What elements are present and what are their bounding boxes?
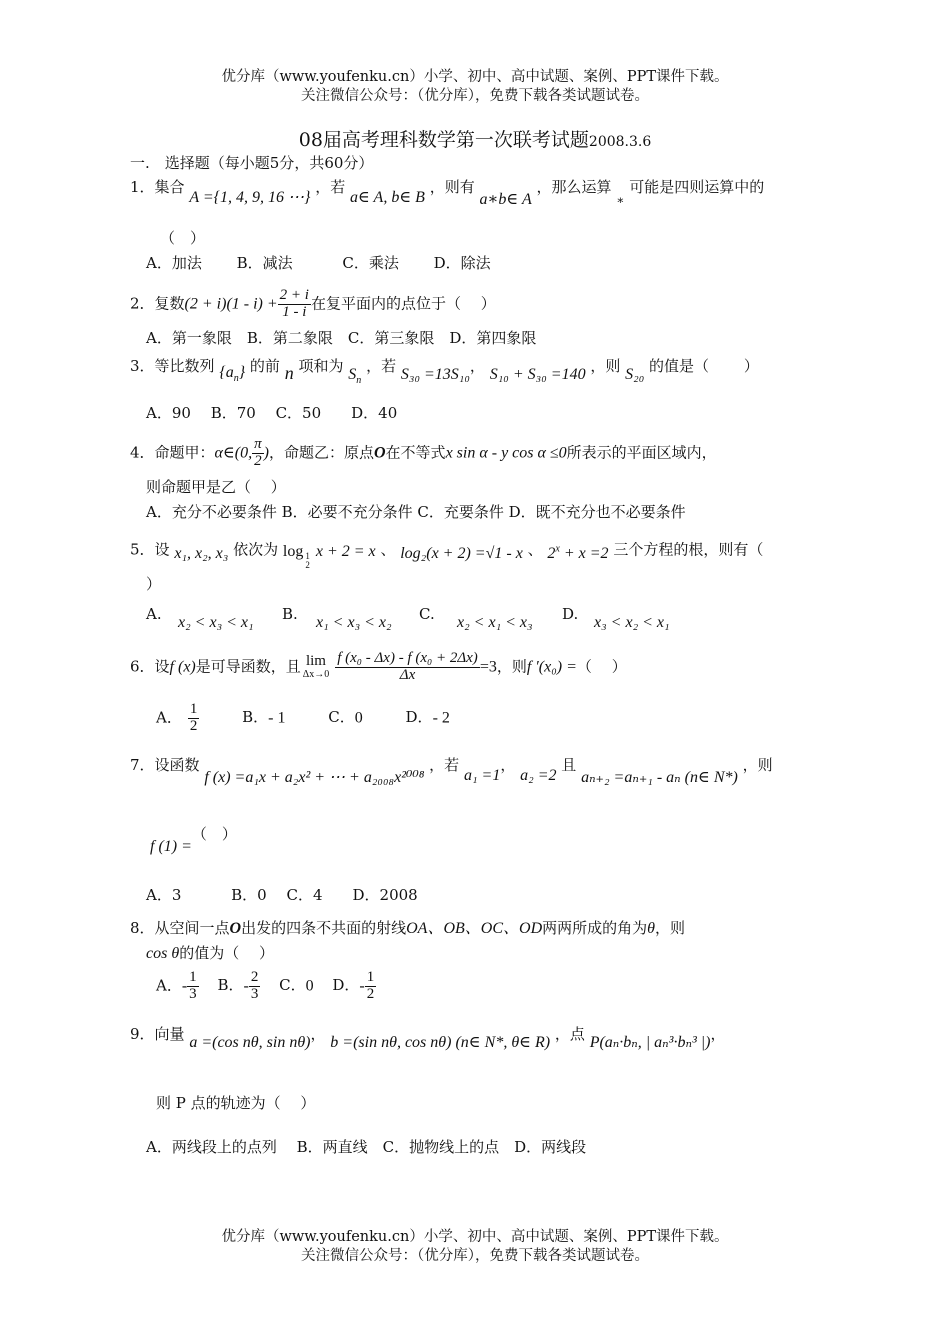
q5-stem-b: 依次为 (233, 540, 279, 559)
q2-fraction: $\frac{2 + i}{1 - i}$ (279, 287, 309, 320)
q6-optA-label: A． (156, 708, 182, 727)
q9-stem-a: 9．向量 (130, 1025, 185, 1043)
q4-alpha: α∈(0, (214, 444, 253, 462)
q3-options: A．90 B．70 C．50 D．40 (146, 404, 398, 422)
q9-comma: ， (710, 1025, 726, 1043)
q3-stem-a: 3．等比数列 (130, 357, 215, 375)
q1-cond: a∈ A, b∈ B (349, 189, 425, 206)
q8-theta: θ (647, 920, 655, 937)
q5-vars: x₁, x₂, x₃ (174, 545, 229, 563)
q4-stem-d: 所表示的平面区域内， (566, 443, 717, 462)
q1-stem-e: 可能是四则运算中的 (629, 178, 765, 196)
q6-optC: 0 (354, 709, 363, 727)
q5-sep-1: 、 (380, 540, 396, 559)
q3-eq1: S₃₀ =13S₁₀ (400, 366, 470, 383)
q4-fraction: $\frac{\pi}{2}$ (254, 436, 262, 469)
q7-paren: （ ） (191, 825, 237, 843)
q5-optB-label: B. (282, 605, 298, 623)
q4-line-2: 则命题甲是乙（ ） (146, 478, 286, 496)
q4-O: O (373, 444, 386, 462)
q4-alpha-end: ) (263, 444, 269, 462)
q9-line-2: 则 P 点的轨迹为（ ） (156, 1094, 316, 1112)
question-4 (130, 437, 717, 470)
q3-stem-f: 的值是（ ） (649, 357, 759, 375)
q8-line-2 (146, 943, 274, 964)
q6-fx: f (x) (169, 658, 196, 676)
q6-optD: - 2 (432, 709, 450, 727)
footer-line-1: 优分库（www.youfenku.cn）小学、初中、高中试题、案例、PPT课件下载。 (221, 1229, 729, 1245)
q8-rays: OA、OB、OC、OD (406, 920, 543, 937)
title-date: 2008.3.6 (588, 134, 652, 150)
q2-options: A．第一象限 B．第二象限 C．第三象限 D．第四象限 (146, 329, 537, 347)
question-1 (130, 177, 765, 208)
q8-cos: cos θ (146, 945, 180, 962)
q8-options (156, 970, 376, 1003)
q8-O: O (229, 920, 242, 937)
q4-options: A．充分不必要条件 B．必要不充分条件 C．充要条件 D．既不充分也不必要条件 (146, 503, 686, 521)
q1-options: A．加法 B．减法 C．乘法 D．除法 (146, 254, 491, 272)
q8-optD-label: D． (332, 976, 360, 995)
q1-op: ∗ (616, 193, 625, 207)
q8-optD-sign: - (359, 977, 365, 995)
q3-stem-b: 的前 (249, 357, 280, 375)
q4-stem-c: 在不等式 (385, 443, 446, 462)
q6-stem-b: 是可导函数，且 (195, 657, 301, 676)
q5-stem-c: 三个方程的根，则有（ (613, 540, 764, 559)
q5-optA: x₂ < x₃ < x₁ (178, 614, 254, 631)
q7-a1: a₁ =1 (463, 767, 501, 784)
q7-options: A．3 B．0 C．4 D．2008 (146, 886, 418, 904)
q6-optD-label: D． (405, 708, 433, 727)
q6-eq: =3 (479, 658, 497, 676)
q3-eq2: S₁₀ + S₃₀ =140 (489, 366, 586, 383)
question-9 (130, 1024, 726, 1051)
q5-eq3: 2$^x$ + x =2 (547, 544, 609, 563)
q6-optB-label: B． (242, 708, 269, 727)
q9-b: b =(sin nθ, cos nθ) (n∈ N*, θ∈ R) (330, 1034, 551, 1051)
question-6 (130, 651, 627, 684)
q3-n: n (284, 363, 294, 383)
q7-stem-b: ，若 (429, 756, 460, 774)
title-main: 08届高考理科数学第一次联考试题 (298, 129, 589, 151)
q3-stem-d: ，若 (366, 357, 397, 375)
q5-close: ） (146, 575, 162, 593)
q5-sep-2: 、 (527, 540, 543, 559)
header-line-1: 优分库（www.youfenku.cn）小学、初中、高中试题、案例、PPT课件下载。 (221, 69, 729, 85)
q8-stem-c: 两两所成的角为 (542, 919, 648, 937)
q3-sep: ， (469, 357, 485, 375)
q7-stem-d: ，则 (742, 756, 773, 774)
q5-optC-label: C. (419, 605, 435, 623)
q8-optA-sign: - (181, 977, 188, 995)
q7-f1-line (150, 825, 237, 855)
q3-stem-e: ，则 (590, 357, 621, 375)
q4-ineq: x sin α - y cos α ≤0 (445, 444, 567, 462)
q6-stem-a: 6．设 (130, 657, 170, 676)
q6-options (156, 702, 450, 735)
q5-optA-label: A. (146, 605, 162, 623)
q2-expr: (2 + i)(1 - i) + (184, 295, 278, 313)
q6-stem-c: ，则 (496, 657, 527, 676)
q3-S: $S_n$ (348, 366, 362, 387)
q3-seq: $\{a_n\}$ (219, 364, 246, 385)
q1-set: A ={1, 4, 9, 16 ⋯} (189, 189, 311, 206)
q7-stem-c: 且 (561, 756, 577, 774)
q9-sep: ， (310, 1025, 326, 1043)
section-heading: 一. 选择题（每小题5分，共60分） (130, 154, 374, 172)
q8-stem-b: 出发的四条不共面的射线 (241, 919, 407, 937)
q7-a2: a₂ =2 (520, 767, 557, 784)
q2-stem-a: 2．复数 (130, 294, 185, 313)
q8-optA: $\frac{1}{3}$ (189, 969, 197, 1002)
q9-a: a =(cos nθ, sin nθ) (189, 1034, 311, 1051)
q1-stem-c: ，则有 (429, 178, 475, 196)
q1-stem-a: 1．集合 (130, 178, 185, 196)
q6-optB: - 1 (268, 709, 286, 727)
q5-optC: x₂ < x₁ < x₃ (457, 614, 533, 631)
q2-stem-b: 在复平面内的点位于（ ） (310, 294, 496, 313)
q9-options: A．两线段上的点列 B．两直线 C．抛物线上的点 D．两线段 (146, 1138, 587, 1156)
q9-stem-b: ，点 (554, 1025, 585, 1043)
q7-stem-a: 7．设函数 (130, 756, 200, 774)
q5-optD-label: D. (562, 605, 579, 623)
q5-optB: x₁ < x₃ < x₂ (316, 614, 392, 631)
header-line-2: 关注微信公众号：（优分库），免费下载各类试题试卷。 (301, 88, 649, 104)
q1-stem-d: ，那么运算 (536, 178, 612, 196)
q8-stem-d: ，则 (655, 919, 686, 937)
q7-sep: ， (500, 756, 516, 774)
question-7 (130, 755, 773, 786)
q7-f1: f (1) = (150, 838, 192, 855)
q8-optA-label: A． (156, 976, 182, 995)
q6-paren: （ ） (576, 657, 627, 676)
q5-eq1: log 1 2 x + 2 = x (282, 543, 376, 571)
q8-optC-label: C． (279, 976, 306, 995)
q6-fraction: $\frac{\text{f (x₀ - Δx) - f (x₀ + 2Δx)}}{\Delta x}$ (337, 650, 478, 683)
q8-optB: $\frac{2}{3}$ (250, 969, 259, 1002)
q6-lim: lim Δx→0 (302, 653, 330, 680)
q5-stem-a: 5．设 (130, 540, 170, 559)
page-title (0, 125, 950, 152)
footer-line-2: 关注微信公众号：（优分库），免费下载各类试题试卷。 (301, 1248, 649, 1264)
q7-rec: aₙ₊₂ =aₙ₊₁ - aₙ (n∈ N*) (581, 769, 738, 786)
q6-optC-label: C． (328, 708, 355, 727)
q4-stem-b: ，命题乙：原点 (268, 443, 374, 462)
q1-rel: a∗b∈ A (479, 191, 532, 208)
q5-optD: x₃ < x₂ < x₁ (594, 614, 670, 631)
q8-optD: $\frac{1}{2}$ (366, 969, 375, 1002)
q7-func: f (x) =a₁x + a₂x² + ⋯ + a₂₀₀₈x²⁰⁰⁸ (204, 769, 425, 786)
q3-S20: S₂₀ (625, 366, 645, 383)
q8-stem-e: 的值为（ ） (179, 944, 274, 962)
q3-stem-c: 项和为 (298, 357, 344, 375)
q8-stem-a: 8．从空间一点 (130, 919, 230, 937)
question-8 (130, 918, 685, 939)
q5-eq2: log₂(x + 2) =√1 - x (400, 545, 523, 563)
q8-optC: 0 (305, 977, 314, 995)
question-2 (130, 288, 496, 321)
q4-stem-a: 4．命题甲： (130, 443, 215, 462)
q1-paren: （ ） (160, 229, 206, 247)
q8-optB-sign: - (243, 977, 249, 995)
q6-fp: f ′(x₀) = (526, 658, 577, 676)
q6-optA: $\frac{1}{2}$ (189, 701, 198, 734)
q8-optB-label: B． (217, 976, 244, 995)
question-3 (130, 355, 759, 387)
q1-stem-b: ，若 (315, 178, 346, 196)
question-5 (130, 536, 763, 569)
q9-P: P(aₙ·bₙ, | aₙ³·bₙ³ |) (589, 1034, 711, 1051)
